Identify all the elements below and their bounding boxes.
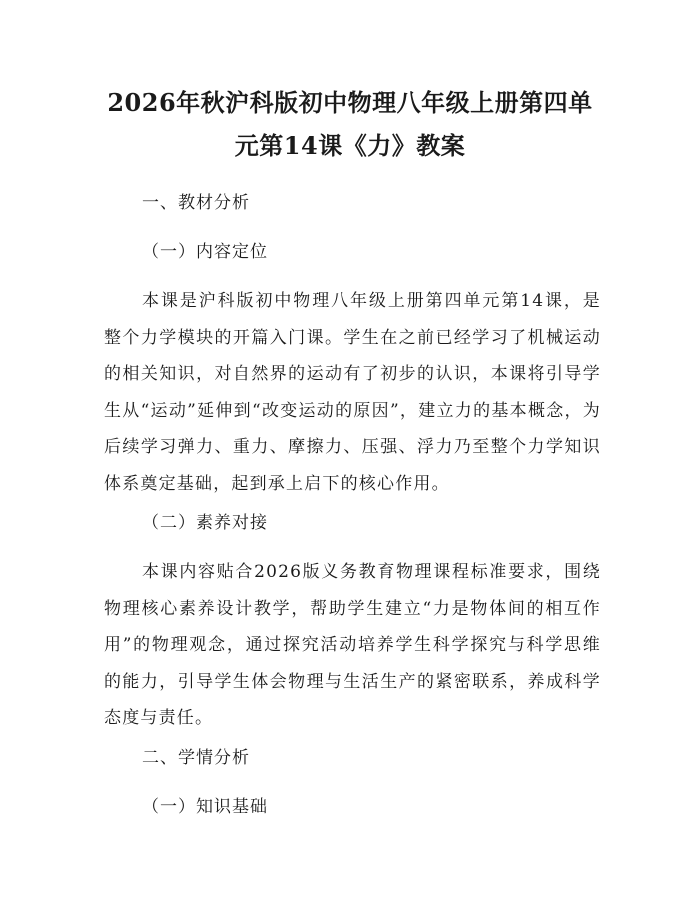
- subsection-heading-literacy-alignment: （二）素养对接: [142, 513, 268, 533]
- document-title-line-1: 2026年秋沪科版初中物理八年级上册第四单: [107, 88, 593, 117]
- section-heading-learner-analysis: 二、学情分析: [142, 748, 250, 768]
- paragraph-content-positioning: 本课是沪科版初中物理八年级上册第四单元第14课，是整个力学模块的开篇入门课。学生在之前已经学习了机械运动的相关知识，对自然界的运动有了初步的认识，本课将引导学生从“运动”延伸到“改变运动的原因”，建立力的基本概念，为后续学习弹力、重力、摩擦力、压强、浮力乃至整个力学知识体系奠定基础，起到承上启下的核心作用。: [104, 291, 601, 494]
- subsection-heading-knowledge-foundation: （一）知识基础: [142, 797, 268, 817]
- section-heading-textbook-analysis: 一、教材分析: [142, 193, 250, 213]
- document-title-line-2: 元第14课《力》教案: [234, 131, 466, 160]
- subsection-heading-content-positioning: （一）内容定位: [142, 242, 268, 262]
- paragraph-literacy-alignment: 本课内容贴合2026版义务教育物理课程标准要求，围绕物理核心素养设计教学，帮助学生建立“力是物体间的相互作用”的物理观念，通过探究活动培养学生科学探究与科学思维的能力，引导学生体会物理与生活生产的紧密联系，养成科学态度与责任。: [104, 562, 601, 728]
